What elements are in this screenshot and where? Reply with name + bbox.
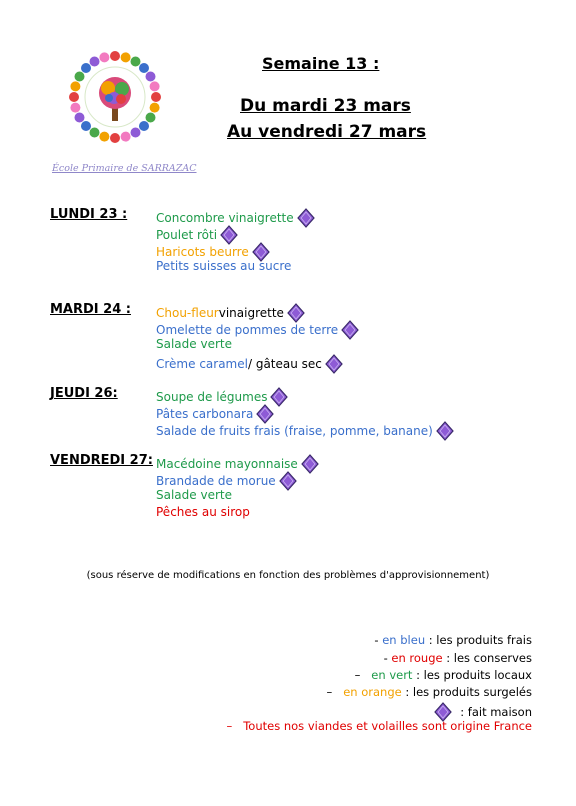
menu-item — [156, 354, 344, 374]
homemade-diamond-icon — [340, 320, 360, 340]
menu-item-text: Concombre vinaigrette — [156, 211, 294, 225]
day-label: LUNDI 23 : — [50, 207, 128, 222]
legend-dash: - — [383, 651, 392, 665]
legend-color-label: en orange — [343, 685, 402, 699]
menu-item-text: Salade de fruits frais (fraise, pomme, banane) — [156, 424, 433, 438]
legend-dash: – — [326, 685, 344, 699]
legend-row — [227, 719, 533, 733]
supply-note: (sous réserve de modifications en fonction des problèmes d'approvisionnement) — [86, 570, 490, 581]
homemade-diamond-icon — [296, 208, 316, 228]
restaurant-logo — [64, 46, 166, 148]
menu-item-text: Salade verte — [156, 337, 232, 351]
menu-item-text: Brandade de morue — [156, 474, 276, 488]
menu-item-text: Macédoine mayonnaise — [156, 457, 298, 471]
homemade-diamond-icon — [278, 471, 298, 491]
legend-dash: – — [226, 719, 244, 733]
homemade-diamond-icon — [435, 421, 455, 441]
menu-item-text: Haricots beurre — [156, 245, 249, 259]
menu-item — [156, 337, 232, 351]
legend-text: : fait maison — [452, 705, 532, 719]
week-title: Semaine 13 : — [262, 54, 380, 73]
menu-item-text: Salade verte — [156, 488, 232, 502]
homemade-diamond-icon — [324, 354, 344, 374]
menu-item — [156, 488, 232, 502]
day-label: JEUDI 26: — [50, 386, 118, 401]
menu-item-text: Petits suisses au sucre — [156, 259, 292, 273]
date-from: Du mardi 23 mars — [240, 96, 411, 116]
legend-row — [384, 651, 532, 665]
legend-color-label: en rouge — [391, 651, 443, 665]
menu-item-text: / gâteau sec — [247, 357, 322, 371]
legend-row — [374, 633, 532, 647]
menu-item-text: Soupe de légumes — [156, 390, 268, 404]
legend-text: : les conserves — [442, 651, 532, 665]
school-name: École Primaire de SARRAZAC — [52, 163, 197, 174]
tree-logo-icon — [64, 46, 166, 148]
day-label: VENDREDI 27: — [50, 453, 153, 468]
date-to: Au vendredi 27 mars — [227, 122, 427, 142]
legend-text: : les produits locaux — [412, 668, 532, 682]
legend-text: : les produits surgelés — [401, 685, 532, 699]
homemade-diamond-icon — [300, 454, 320, 474]
menu-item — [156, 421, 455, 441]
menu-item — [156, 505, 250, 519]
menu-item-text: vinaigrette — [218, 306, 284, 320]
menu-item-text: Pêches au sirop — [156, 505, 250, 519]
menu-item-text: Chou-fleur — [156, 306, 219, 320]
legend-text: Toutes nos viandes et volailles sont origine France — [243, 719, 532, 733]
legend-color-label: en vert — [371, 668, 413, 682]
legend-text: : les produits frais — [425, 633, 532, 647]
legend-row — [355, 668, 532, 682]
legend-dash: – — [354, 668, 372, 682]
legend-color-label: en bleu — [382, 633, 426, 647]
legend-dash: - — [374, 633, 383, 647]
menu-item-text: Crème caramel — [156, 357, 248, 371]
menu-item-text: Omelette de pommes de terre — [156, 323, 339, 337]
menu-item — [156, 259, 291, 273]
menu-item-text: Pâtes carbonara — [156, 407, 254, 421]
legend-row — [326, 685, 532, 699]
menu-item-text: Poulet rôti — [156, 228, 218, 242]
day-label: MARDI 24 : — [50, 302, 131, 317]
